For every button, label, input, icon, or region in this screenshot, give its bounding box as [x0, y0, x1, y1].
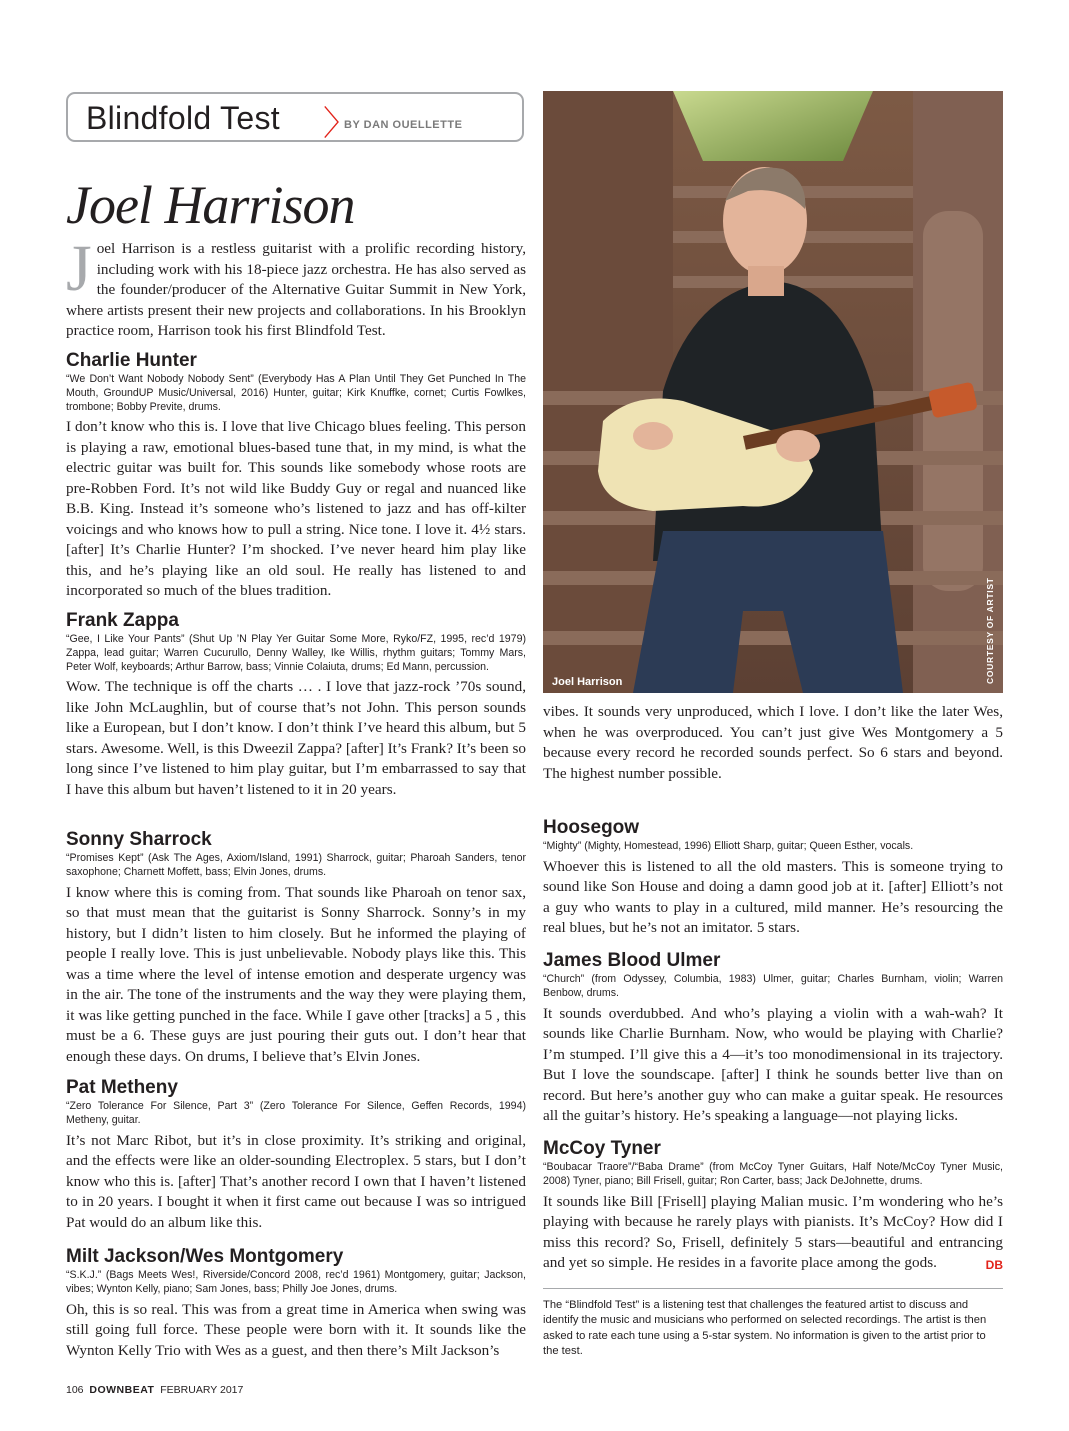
drop-cap: J	[66, 232, 92, 305]
review-section-sonny-sharrock	[66, 829, 526, 1067]
review-section-milt-jackson-wes-montgomery	[66, 1246, 526, 1361]
review-text	[543, 1192, 1003, 1274]
recording-credits: “S.K.J.” (Bags Meets Wes!, Riverside/Concord 2008, rec’d 1961) Montgomery, guitar; Jackson, vibes; Wynton Kelly, piano; Sam Jones, bass; Philly Joe Jones, drums.	[66, 1269, 526, 1295]
page-number: 106	[66, 1384, 84, 1396]
byline: BY DAN OUELLETTE	[344, 119, 463, 131]
end-mark: DB	[985, 1258, 1003, 1273]
review-text: Whoever this is listened to all the old masters. This is someone trying to sound like Son House and doing a damn good job at it. [after] Elliott’s not a guy who wants to play in a cultured, mild manner. He’s resourcing the real blues, but he’s not an imitator. 5 stars.	[543, 857, 1003, 937]
photo-caption: Joel Harrison	[552, 676, 623, 688]
artist-name-headline: Joel Harrison	[66, 175, 355, 235]
recording-credits: “Church” (from Odyssey, Columbia, 1983) Ulmer, guitar; Charles Burnham, violin; Warren Benbow, drums.	[543, 973, 1003, 999]
section-title: McCoy Tyner	[543, 1138, 661, 1159]
review-text: I don’t know who this is. I love that live Chicago blues feeling. This person is playing a raw, emotional blues-based tune that, in my mind, is what the electric guitar was built for. This sounds like somebody whose roots are pre-Robben Ford. It’s not wild like Buddy Guy or regal and nuanced like B.B. King. Instead it’s someone who’s listened to jazz and has off-kilter voicings and who knows how to pull a string. Nice tone. I love it. 4½ stars. [after] It’s Charlie Hunter? I’m shocked. I’ve never heard him play like this, and he’s playing like an old soul. He really has listened to and incorporated so much of the blues tradition.	[66, 418, 526, 600]
section-title: James Blood Ulmer	[543, 950, 721, 971]
artist-photo-illustration	[543, 91, 1003, 693]
recording-credits: “Zero Tolerance For Silence, Part 3” (Zero Tolerance For Silence, Geffen Records, 1994) Metheny, guitar.	[66, 1100, 526, 1126]
review-text: It’s not Marc Ribot, but it’s in close proximity. It’s striking and original, and the effects were like an older-sounding Electroplex. 5 stars, but I don’t know who this is. [after] That’s another record I own that I haven’t listened to in 20 years. I bought it when it first came out because I was so intrigued Pat would do an album like this.	[66, 1131, 526, 1231]
review-section-james-blood-ulmer	[543, 950, 1003, 1127]
section-title: Milt Jackson/Wes Montgomery	[66, 1246, 344, 1267]
intro-paragraph	[66, 232, 526, 342]
review-text: Oh, this is so real. This was from a great time in America when swing was still going full force. These people were born with it. It sounds like the Wynton Kelly Trio with Wes as a guest, and then there’s Milt Jackson’s	[66, 1300, 526, 1359]
recording-credits: “We Don’t Want Nobody Nobody Sent” (Everybody Has A Plan Until They Get Punched In The Mouth, GroundUP Music/Universal, 2016) Hunter, guitar; Kirk Knuffke, cornet; Curtis Fowlkes, trombone; Bobby Previte, drums.	[66, 373, 526, 413]
review-text: I know where this is coming from. That sounds like Pharoah on tenor sax, so that must mean that the guitarist is Sonny Sharrock. Sonny’s in my history, but I didn’t listen to him closely. But he informed the playing of people I really love. This is just unbelievable. Nobody plays like this. This was a time where the level of intense emotion and desperate urgency was in the air. The tone of the instruments and the way they were playing them, it was like getting punched in the face. While I gave other [tracks] a 5 , this must be a 6. These guys are just pouring their guts out. I don’t hear that enough these days. On drums, I believe that’s Elvin Jones.	[66, 883, 526, 1065]
section-title: Sonny Sharrock	[66, 829, 212, 850]
section-title: Pat Metheny	[66, 1077, 178, 1098]
issue-date: FEBRUARY 2017	[160, 1384, 244, 1396]
review-body: It sounds like Bill [Frisell] playing Malian music. I’m wondering who he’s playing with because he rarely plays with pianists. It’s McCoy? How did I miss this record? So, Frisell, definitely 5 stars—beautiful and entrancing and yet so simple. He resides in a favorite place among the gods.	[543, 1192, 1003, 1272]
footer-rule	[543, 1288, 1003, 1289]
chevron-icon: 〉	[323, 105, 357, 143]
page-folio	[66, 1384, 243, 1396]
recording-credits: “Promises Kept” (Ask The Ages, Axiom/Island, 1991) Sharrock, guitar; Pharoah Sanders, tenor saxophone; Charnett Moffett, bass; Elvin Jones, drums.	[66, 852, 526, 878]
review-section-hoosegow	[543, 817, 1003, 939]
section-title: Frank Zappa	[66, 610, 179, 631]
column-title: Blindfold Test	[86, 100, 280, 136]
intro-text: oel Harrison is a restless guitarist with a prolific recording history, including work with his 18-piece jazz orchestra. He has also served as the founder/producer of the Alternative Guitar Summit in New York, where artists present their new projects and collaborations. In his Brooklyn practice room, Harrison took his first Blindfold Test.	[66, 240, 526, 339]
review-section-pat-metheny	[66, 1077, 526, 1233]
review-text: It sounds overdubbed. And who’s playing a violin with a wah-wah? It sounds like Charlie Burnham. Now, who would be playing with Charlie? I’m stumped. I’ll give this a 4—it’s too monodimensional in its trajectory. But I love the soundscape. [after] I think he sounds better live than on record. But here’s another guy who can make a guitar speak. He resources all the guitar’s history. He’s speaking a language—not playing licks.	[543, 1004, 1003, 1125]
recording-credits: “Gee, I Like Your Pants” (Shut Up ’N Play Yer Guitar Some More, Ryko/FZ, 1995, rec’d 1979) Zappa, lead guitar; Warren Cucurullo, Denny Walley, Ike Willis, rhythm guitars; Tommy Mars, Peter Wolf, keyboards; Arthur Barrow, bass; Vinnie Colaiuta, drums; Ed Mann, percussion.	[66, 633, 526, 673]
review-text: vibes. It sounds very unproduced, which I love. I don’t like the later Wes, when he was overproduced. You can’t just give Wes Montgomery a 5 because every record he recorded sounds perfect. So 6 stars and beyond. The highest number possible.	[543, 703, 1003, 782]
artist-photo	[543, 91, 1003, 693]
review-section-mccoy-tyner	[543, 1138, 1003, 1276]
recording-credits: “Mighty” (Mighty, Homestead, 1996) Elliott Sharp, guitar; Queen Esther, vocals.	[543, 840, 914, 852]
section-title: Hoosegow	[543, 817, 640, 838]
review-section-charlie-hunter	[66, 350, 526, 602]
blindfold-test-explainer: The “Blindfold Test” is a listening test that challenges the featured artist to discuss and identify the music and musicians who performed on selected recordings. The artist is then asked to rate each tune using a 5-star system. No information is given to the artist prior to the test.	[543, 1299, 987, 1357]
magazine-name: DOWNBEAT	[89, 1384, 155, 1396]
review-text: Wow. The technique is off the charts … . I love that jazz-rock ’70s sound, like John McLaughlin, but of course that’s not John. This person sounds like a European, but I don’t know. I don’t think I’ve heard this album, but 5 stars. Awesome. Well, is this Dweezil Zappa? [after] It’s Frank? It’s been so long since I’ve listened to him play guitar, but I’m embarrassed to say that I have this album but haven’t listened to it in 20 years.	[66, 678, 526, 798]
recording-credits: “Boubacar Traore”/“Baba Drame” (from McCoy Tyner Guitars, Half Note/McCoy Tyner Music, 2008) Tyner, piano; Bill Frisell, guitar; Ron Carter, bass; Jack DeJohnette, drums.	[543, 1161, 1003, 1187]
photo-credit: COURTESY OF ARTIST	[985, 577, 995, 684]
review-continuation-milt-jackson	[543, 702, 1003, 784]
review-section-frank-zappa	[66, 610, 526, 800]
section-title: Charlie Hunter	[66, 350, 197, 371]
